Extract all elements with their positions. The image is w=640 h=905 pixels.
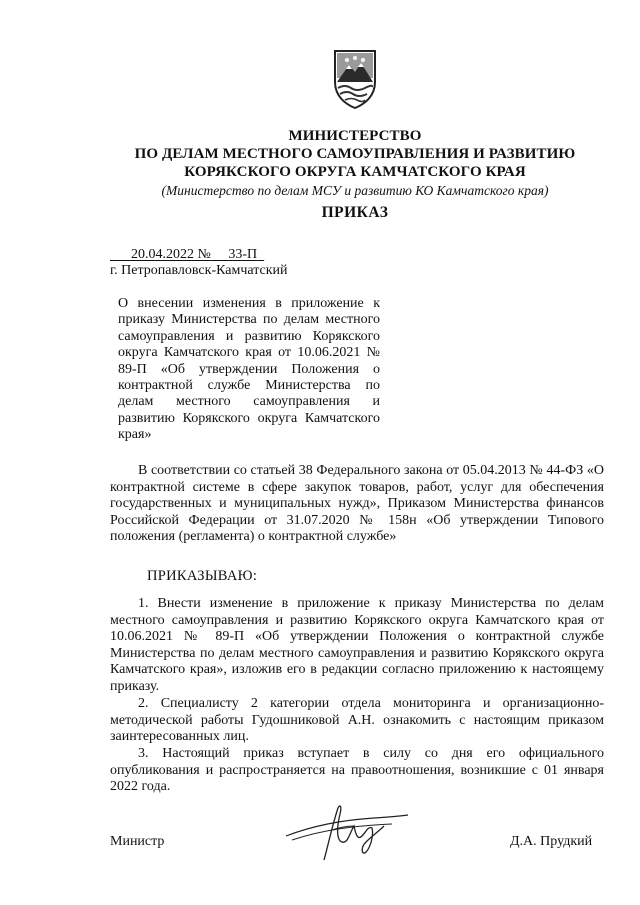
order-item-1: 1. Внести изменение в приложение к приказу Министерства по делам местного самоуправления и развитию Корякского округа Камчатского края от 10.06.2021 № 89-П «Об утверждении Положения о контрактной службе Министерства по делам местного самоуправления и развитию Корякского округа Камчатского края», изложив его в редакции согласно приложению к настоящему приказу.: [110, 596, 604, 694]
order-number: 33-П: [228, 247, 258, 262]
order-word: ПРИКАЗЫВАЮ:: [147, 568, 258, 584]
document-type-title: ПРИКАЗ: [321, 204, 389, 221]
signatory-role: Министр: [110, 834, 165, 849]
order-item-2: 2. Специалисту 2 категории отдела мониторинга и организационно-методической работы Гудошниковой А.Н. ознакомить с настоящим приказом заинтересованных лиц.: [110, 696, 604, 745]
order-item-3: 3. Настоящий приказ вступает в силу со дня его официального опубликования и распространяется на правоотношения, возникшие с 01 января 2022 года.: [110, 746, 604, 795]
ministry-name-line-3: КОРЯКСКОГО ОКРУГА КАМЧАТСКОГО КРАЯ: [184, 164, 526, 180]
order-subject: О внесении изменения в приложение к приказу Министерства по делам местного самоуправления и развитию Корякского округа Камчатского края от 10.06.2021 № 89-П «Об утверждении Положения о контрактной службе Министерства по делам местного самоуправления и развитию Корякского округа Камчатского края»: [118, 296, 380, 443]
ministry-header: [120, 127, 590, 199]
coat-of-arms-icon: [331, 48, 379, 110]
order-date: 20.04.2022: [131, 247, 194, 262]
signatory-name: Д.А. Прудкий: [510, 834, 593, 849]
handwritten-signature-icon: [282, 796, 412, 866]
place-of-issue: г. Петропавловск-Камчатский: [110, 263, 288, 278]
ministry-short-name: (Министерство по делам МСУ и развитию КО Камчатского края): [161, 183, 549, 198]
ministry-name-line-2: ПО ДЕЛАМ МЕСТНОГО САМОУПРАВЛЕНИЯ И РАЗВИТИЮ: [134, 146, 576, 162]
preamble-paragraph: В соответствии со статьей 38 Федерального закона от 05.04.2013 № 44-ФЗ «О контрактной системе в сфере закупок товаров, работ, услуг для обеспечения государственных и муниципальных нужд», Приказом Министерства финансов Российской Федерации от 31.07.2020 № 158н «Об утверждении Типового положения (регламента) о контрактной службе»: [110, 463, 604, 545]
date-number-line: [110, 247, 264, 263]
ministry-name-line-1: МИНИСТЕРСТВО: [288, 128, 422, 144]
number-label: №: [197, 247, 211, 262]
